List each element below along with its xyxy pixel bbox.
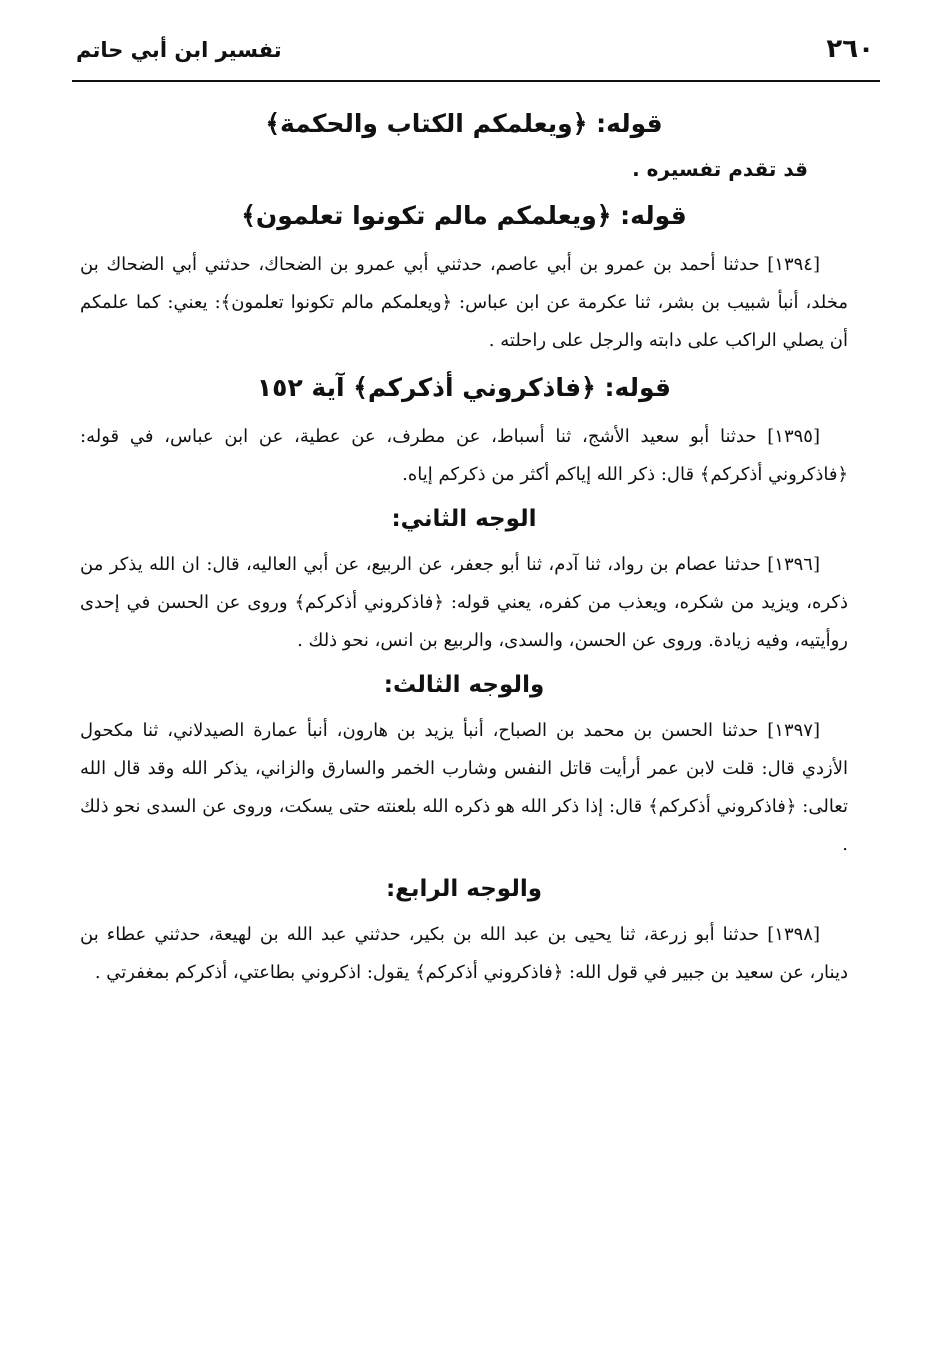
section-heading: قوله: ﴿فاذكروني أذكركم﴾ آية ١٥٢ xyxy=(256,373,672,402)
page-header xyxy=(72,28,880,82)
subsection-heading: والوجه الرابع: xyxy=(385,876,543,902)
narration-paragraph: [١٣٩٨] حدثنا أبو زرعة، ثنا يحيى بن عبد الله بن بكير، حدثني عبد الله بن لهيعة، حدثني عطاء بن دينار، عن سعيد بن جبير في قول الله: ﴿فاذكروني أذكركم﴾ يقول: اذكروني بطاعتي، أذكركم بمغفرتي . xyxy=(80,924,848,983)
narration-paragraph: [١٣٩٦] حدثنا عصام بن رواد، ثنا آدم، ثنا أبو جعفر، عن الربيع، عن أبي العاليه، قال: ان الله يذكر من ذكره، ويزيد من شكره، ويعذب من كفره، يعني قوله: ﴿فاذكروني أذكركم﴾ وروى عن الحسن في إحدى روأيتيه، وفيه زيادة. وروى عن الحسن، والسدى، والربيع بن انس، نحو ذلك . xyxy=(80,554,848,651)
section-heading: قوله: ﴿ويعلمكم مالم تكونوا تعلمون﴾ xyxy=(241,201,687,230)
narration-paragraph: [١٣٩٥] حدثنا أبو سعيد الأشج، ثنا أسباط، عن مطرف، عن عطية، عن ابن عباس، في قوله: ﴿فاذكروني أذكركم﴾ قال: ذكر الله إياكم أكثر من ذكركم إياه. xyxy=(80,426,848,485)
page-number: ٢٦٠ xyxy=(826,34,874,64)
narration-paragraph: [١٣٩٤] حدثنا أحمد بن عمرو بن أبي عاصم، حدثني أبي عمرو بن الضحاك، حدثني أبي الضحاك بن مخلد، أنبأ شبيب بن بشر، ثنا عكرمة عن ابن عباس: ﴿ويعلمكم مالم تكونوا تعلمون﴾: يعني: كما علمكم أن يصلي الراكب على دابته والرجل على راحلته . xyxy=(80,254,848,351)
subsection-heading: الوجه الثاني: xyxy=(391,506,537,532)
subsection-heading: والوجه الثالث: xyxy=(383,672,545,698)
section-heading: قوله: ﴿ويعلمكم الكتاب والحكمة﴾ xyxy=(265,109,663,138)
section-note: قد تقدم تفسيره . xyxy=(632,157,808,181)
narration-paragraph: [١٣٩٧] حدثنا الحسن بن محمد بن الصباح، أنبأ يزيد بن هارون، أنبأ عمارة الصيدلاني، ثنا مكحول الأزدي قال: قلت لابن عمر أرأيت قاتل النفس وشارب الخمر والسارق والزاني، يذكر الله وقد قال الله تعالى: ﴿فاذكروني أذكركم﴾ قال: إذا ذكر الله هو ذكره الله بلعنته حتى يسكت، وروى عن السدى نحو ذلك . xyxy=(80,720,848,855)
running-title: تفسير ابن أبي حاتم xyxy=(76,38,282,62)
page-body xyxy=(80,96,848,1000)
